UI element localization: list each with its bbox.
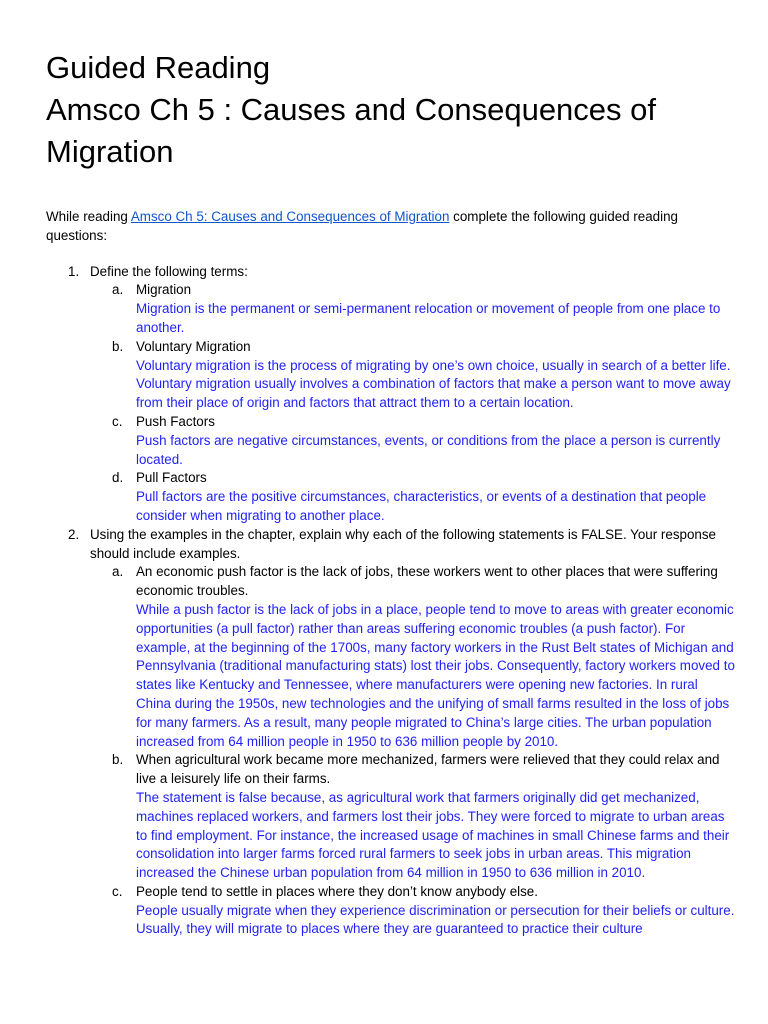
q1-item-a-letter: a.: [112, 282, 124, 298]
q1-item-a-term: Migration: [136, 282, 192, 298]
q2-item-a-letter: a.: [112, 564, 124, 580]
q1-item-b-answer: Voluntary migration is the process of migrating by one’s own choice, usually in search of a better life. Voluntary migration usually involves a combination of factors that make a person want to move away from their place of origin and factors that attract them to a certain location.: [136, 357, 731, 411]
intro-before: While reading: [46, 209, 131, 224]
q1-item-c-letter: c.: [112, 413, 123, 429]
q1-item-d-letter: d.: [112, 470, 124, 486]
question-2-number: 2.: [68, 526, 80, 542]
q1-item-c: [46, 413, 736, 469]
question-1-text: Define the following terms:: [90, 263, 248, 279]
q2-item-a: [46, 563, 736, 751]
title-line-2: Amsco Ch 5 : Causes and Consequences of: [46, 92, 657, 127]
document-page: [46, 0, 736, 939]
q2-item-c-answer: People usually migrate when they experience discrimination or persecution for their beliefs or culture. Usually, they will migrate to places where they are guaranteed to practice their culture: [136, 902, 735, 937]
question-1-number: 1.: [68, 263, 80, 279]
question-2: [46, 526, 736, 564]
q1-item-c-term: Push Factors: [136, 413, 215, 429]
q2-item-b-statement: When agricultural work became more mechanized, farmers were relieved that they could relax and live a leisurely life on their farms.: [136, 752, 720, 787]
q2-item-b-answer: The statement is false because, as agricultural work that farmers originally did get mechanized, machines replaced workers, and farmers lost their jobs. They were forced to migrate to urban areas to find employment. For instance, the increased usage of machines in small Chinese farms and their consolidation into larger farms forced rural farmers to seek jobs in urban areas. This migration increased the Chinese urban population from 64 million in 1950 to 636 million in 2010.: [136, 789, 730, 881]
question-2-text: Using the examples in the chapter, explain why each of the following statements is FALSE. Your response should include examples.: [90, 526, 717, 561]
q2-item-b: [46, 751, 736, 883]
title-line-1: Guided Reading: [46, 50, 271, 85]
title-line-3: Migration: [46, 134, 174, 169]
q2-item-c-statement: People tend to settle in places where they don’t know anybody else.: [136, 883, 538, 899]
q2-item-c-letter: c.: [112, 883, 123, 899]
q1-item-b-letter: b.: [112, 338, 124, 354]
q2-item-b-letter: b.: [112, 752, 124, 768]
chapter-link[interactable]: Amsco Ch 5: Causes and Consequences of Migration: [130, 209, 450, 224]
q1-item-c-answer: Push factors are negative circumstances, events, or conditions from the place a person is currently located.: [136, 432, 721, 467]
q1-item-b-term: Voluntary Migration: [136, 338, 251, 354]
q1-item-d: [46, 469, 736, 525]
q1-item-b: [46, 338, 736, 413]
q2-item-a-answer: While a push factor is the lack of jobs in a place, people tend to move to areas with greater economic opportunities (a pull factor) rather than areas suffering economic troubles (a push factor). For example, at the beginning of the 1700s, many factory workers in the Rust Belt states of Michigan and Pennsylvania (traditional manufacturing stats) lost their jobs. Consequently, factory workers moved to states like Kentucky and Tennessee, where manufacturers were opening new factories. In rural China during the 1950s, new technologies and the unifying of small farms resulted in the loss of jobs for many farmers. As a result, many people migrated to China’s large cities. The urban population increased from 64 million people in 1950 to 636 million people by 2010.: [136, 601, 735, 749]
question-list: [46, 263, 736, 940]
intro-paragraph: [46, 208, 736, 246]
q1-item-d-answer: Pull factors are the positive circumstances, characteristics, or events of a destination that people consider when migrating to another place.: [136, 489, 707, 523]
intro-after: complete the following guided reading questions:: [46, 209, 678, 243]
q2-item-a-statement: An economic push factor is the lack of jobs, these workers went to other places that were suffering economic troubles.: [136, 564, 718, 599]
q1-item-d-term: Pull Factors: [136, 470, 207, 486]
q1-item-a: [46, 281, 736, 337]
q1-item-a-answer: Migration is the permanent or semi-permanent relocation or movement of people from one place to another.: [136, 301, 721, 335]
question-1: [46, 263, 736, 282]
q2-item-c: [46, 883, 736, 939]
